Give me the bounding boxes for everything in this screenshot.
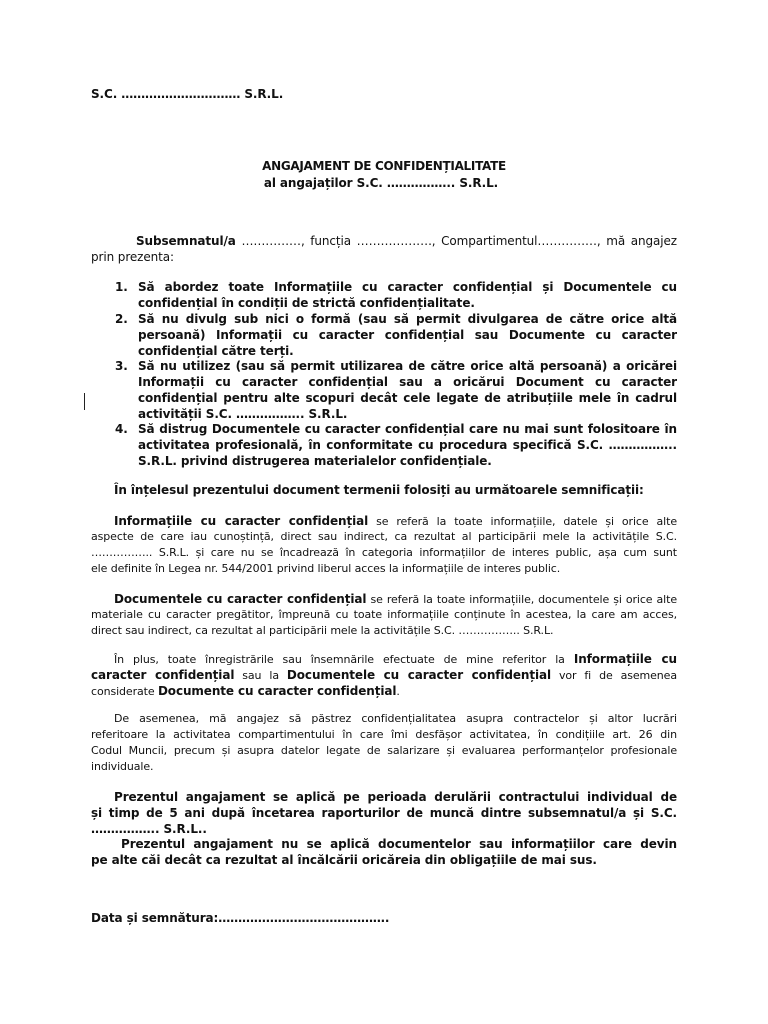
para-plus-text: considerate [91,685,155,698]
list-item-line: Să abordez toate Informațiile cu caracter confidențial și Documentele cu [138,280,677,294]
list-item-number: 3. [115,359,128,373]
para-plus-text: sau la [242,669,279,682]
term-documente: Documentele cu caracter confidențial [114,592,367,606]
para-docs-line: materiale cu caracter pregătitor, împreună cu toate informațiile conținute în acestea, la care am acces, [91,608,677,621]
intro-line-1 [136,233,677,249]
para-plus-period: . [396,685,400,698]
definitions-heading: În înțelesul prezentului document termenii folosiți au următoarele semnificații: [114,483,644,497]
company-header: S.C. ………………………… S.R.L. [91,87,284,101]
list-item-line: activității S.C. …………….. S.R.L. [138,407,348,421]
para-info-line: aspecte de care iau cunoștință, direct sau indirect, ca rezultat al participării mele la activitățile S.C. [91,530,677,543]
term-informatii: Informațiile cu caracter confidențial [114,514,369,528]
list-item-line: confidențial către terți. [138,344,294,358]
intro-subsemnatul: Subsemnatul/a [136,234,236,248]
para-docs-line [114,591,677,607]
list-item-line: confidențial în condiții de strictă confidențialitate. [138,296,475,310]
text-cursor [84,393,85,410]
intro-line1-rest: ……………, funcția ………………., Compartimentul……………, mă angajez [241,234,677,248]
para-plus-line [114,651,677,667]
para-plus-line [91,683,400,699]
list-item-number: 2. [115,312,128,326]
list-item-line: activitatea profesională, în conformitate cu procedura specifică S.C. …………….. [138,438,677,452]
para-docs-text: se referă la toate informațiile, documentele și orice alte [370,593,677,606]
term-caracter-ref: caracter confidențial [91,668,235,682]
term-documente-considerate: Documente cu caracter confidențial [157,684,397,698]
intro-line-2: prin prezenta: [91,250,174,264]
list-item-line: S.R.L. privind distrugerea materialelor confidențiale. [138,454,492,468]
list-item-number: 1. [115,280,128,294]
list-item-line: persoană) Informații cu caracter confidențial sau Documente cu caracter [138,328,677,342]
para-plus-text: vor fi de asemenea [559,669,677,682]
list-item-line: Să nu utilizez (sau să permit utilizarea de către orice altă persoană) a oricărei [138,359,677,373]
para-info-text: se referă la toate informațiile, datele și orice alte [376,515,677,528]
para-also-line: referitoare la activitatea compartimentului în care îmi desfășor activitatea, în condițiile art. 26 din [91,728,677,741]
para-public-line: Prezentul angajament nu se aplică documentelor sau informațiilor care devin [121,837,677,851]
list-item-line: confidențial pentru alte scopuri decât cele legate de atribuțiile mele în cadrul [138,391,677,405]
para-also-line: Codul Muncii, precum și asupra datelor legate de salarizare și evaluarea performanțelor profesionale [91,744,677,757]
list-item-number: 4. [115,422,128,436]
para-also-line: De asemenea, mă angajez să păstrez confidențialitatea asupra contractelor și altor lucrări [114,712,677,725]
para-docs-line: direct sau indirect, ca rezultat al participării mele la activitățile S.C. …………….. S.R.L. [91,624,554,637]
para-period-line: Prezentul angajament se aplică pe perioada derulării contractului individual de [114,790,677,804]
para-public-line: pe alte căi decât ca rezultat al încălcării oricăreia din obligațiile de mai sus. [91,853,597,867]
para-plus-text: În plus, toate înregistrările sau însemnările efectuate de mine referitor la [114,653,565,666]
date-signature-line: Data și semnătura:……………………………………. [91,911,390,925]
para-also-line: individuale. [91,760,154,773]
term-informatii-ref: Informațiile cu [573,652,677,666]
para-period-line: și timp de 5 ani după încetarea raporturilor de muncă dintre subsemnatul/a și S.C. [91,806,677,820]
title-line-1: ANGAJAMENT DE CONFIDENȚIALITATE [262,159,506,173]
list-item-line: Să nu divulg sub nici o formă (sau să permit divulgarea de către orice altă [138,312,677,326]
list-item-line: Informații cu caracter confidențial sau a oricărui Document cu caracter [138,375,677,389]
para-info-line: ele definite în Legea nr. 544/2001 privind liberul acces la informațiile de interes public. [91,562,561,575]
para-period-line: …………….. S.R.L.. [91,822,207,836]
list-item-line: Să distrug Documentele cu caracter confidențial care nu mai sunt folositoare în [138,422,677,436]
document-subtitle: al angajaților S.C. …………….. S.R.L. [263,176,499,190]
para-plus-line [91,667,677,683]
para-info-line: …………….. S.R.L. și care nu se încadrează în categoria informațiilor de interes public, așa cum sunt [91,546,677,559]
document-title [0,159,768,173]
term-documente-ref: Documentele cu caracter confidențial [286,668,552,682]
para-info-line [114,513,677,529]
